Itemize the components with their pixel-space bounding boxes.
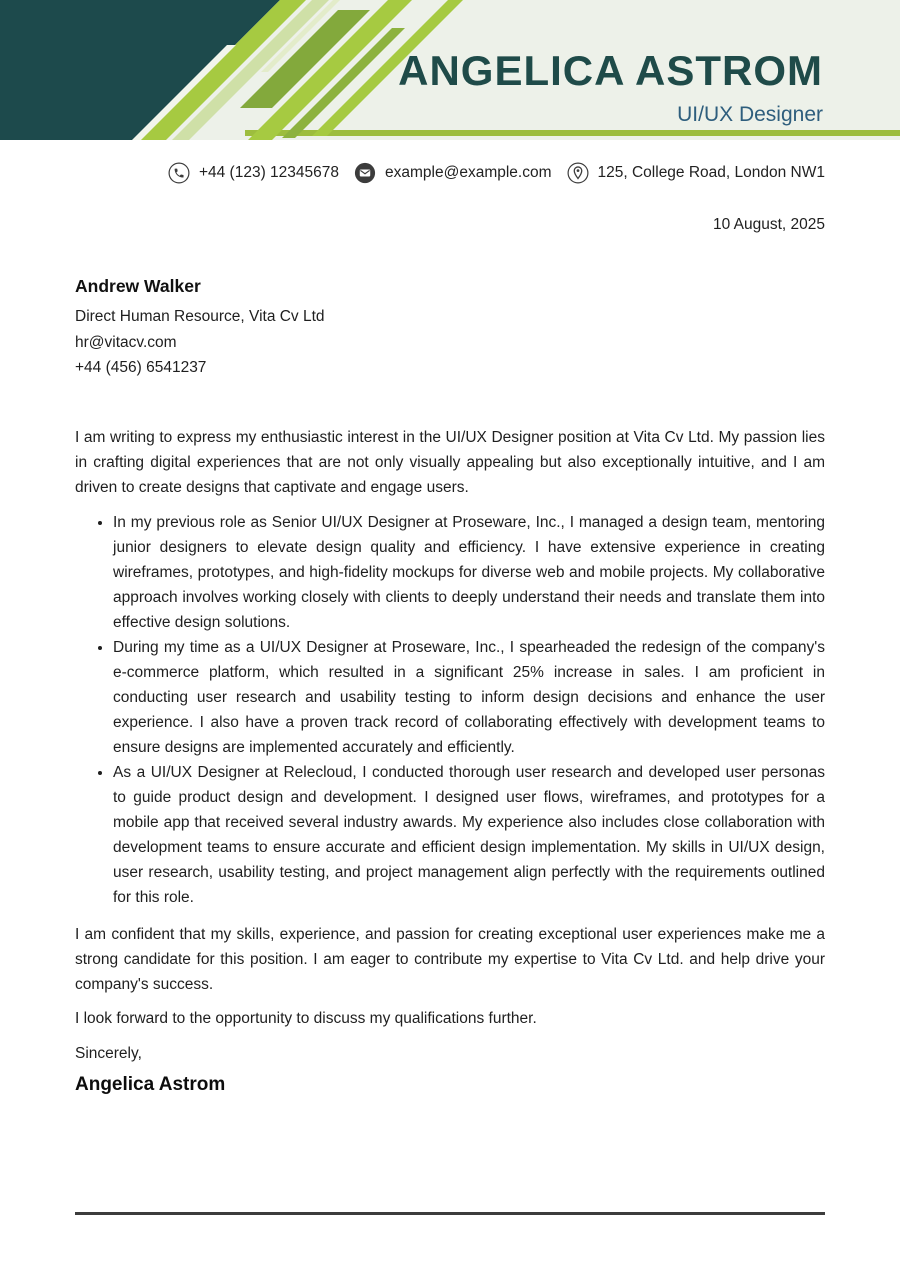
signature-name: Angelica Astrom [75,1073,226,1095]
bullet-text: In my previous role as Senior UI/UX Designer at Proseware, Inc., I managed a design team, mentoring junior designers to elevate design quality and efficiency. I have extensive experience in creating wireframes, prototypes, and high-fidelity mockups for diverse web and mobile projects. My collaborative approach involves working closely with clients to deeply understand their needs and translate them into effective design solutions. [113,513,825,631]
bullet-item [113,760,825,910]
closing-paragraph-1: I am confident that my skills, experience, and passion for creating exceptional user experiences make me a strong candidate for this position. I am eager to contribute my expertise to Vita Cv Ltd. and help drive your company's success. [75,925,825,993]
email-icon [354,162,376,184]
header-banner [0,0,900,140]
location-pin-icon [567,162,589,184]
intro-paragraph: I am writing to express my enthusiastic interest in the UI/UX Designer position at Vita Cv Ltd. My passion lies in crafting digital experiences that are not only visually appealing but also exceptionally intuitive, and I am driven to create designs that captivate and engage users. [75,428,825,496]
bullet-item [113,510,825,635]
applicant-role: UI/UX Designer [677,103,823,126]
contact-phone [168,162,339,184]
contact-email [354,162,552,184]
contact-address [567,162,825,184]
divider-line [75,1212,825,1215]
recipient-email: hr@vitacv.com [75,333,177,351]
recipient-block [75,275,825,381]
bullet-text: As a UI/UX Designer at Relecloud, I conducted thorough user research and developed user personas to guide product design and development. I designed user flows, wireframes, and prototypes for a mobile app that received several industry awards. My experience also includes close collaboration with development teams to ensure accurate and efficient design implementation. My skills in UI/UX design, user research, usability testing, and project management align perfectly with the requirements outlined for this role. [113,763,825,906]
bullet-item [113,635,825,760]
closing-paragraph-2: I look forward to the opportunity to discuss my qualifications further. [75,1009,537,1027]
signoff-text: Sincerely, [75,1044,142,1062]
recipient-phone: +44 (456) 6541237 [75,359,207,376]
recipient-org: Direct Human Resource, Vita Cv Ltd [75,308,325,325]
contact-row [0,161,900,185]
letter-date: 10 August, 2025 [712,216,825,233]
phone-icon [168,162,190,184]
bullet-text: During my time as a UI/UX Designer at Proseware, Inc., I spearheaded the redesign of the company's e-commerce platform, which resulted in a significant 25% increase in sales. I am proficient in conducting user research and usability testing to inform design decisions and enhance the user experience. I also have a proven track record of collaborating effectively with development teams to ensure designs are implemented accurately and efficiently. [113,638,825,756]
experience-bullet-list [75,510,825,910]
contact-email-text: example@example.com [385,164,552,181]
applicant-name: ANGELICA ASTROM [398,47,823,94]
letter-body [75,425,825,1097]
recipient-name: Andrew Walker [75,276,201,296]
contact-phone-text: +44 (123) 12345678 [198,164,340,181]
contact-address-text: 125, College Road, London NW1 [597,164,825,181]
